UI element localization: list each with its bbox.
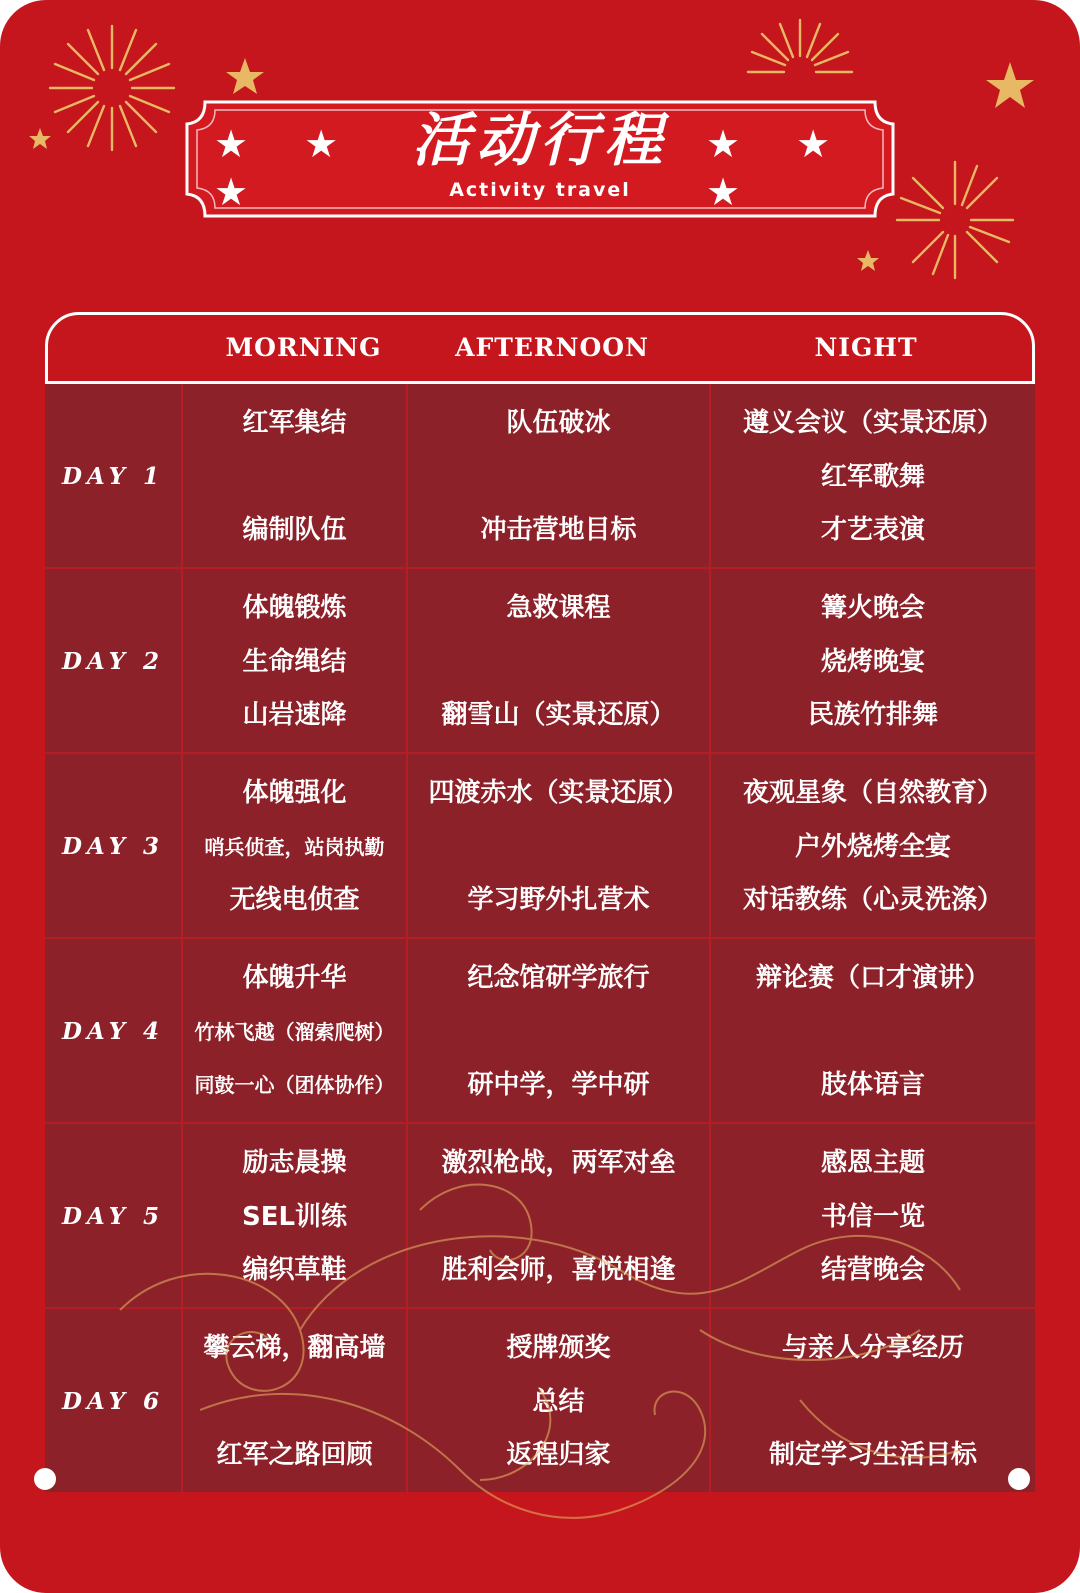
night-cell: [711, 939, 1035, 1122]
activity-text: 纪念馆研学旅行: [467, 963, 650, 993]
activity-text: 四渡赤水（实景还原）: [428, 778, 689, 808]
morning-cell: [183, 384, 408, 567]
activity-text: 户外烧烤全宴: [794, 831, 951, 862]
afternoon-cell: [408, 1309, 711, 1492]
activity-text: 感恩主题: [820, 1148, 925, 1178]
activity-text: 辩论赛（口才演讲）: [755, 963, 990, 993]
morning-cell: [183, 569, 408, 752]
activity-text: 篝火晚会: [820, 593, 925, 623]
activity-text: 授牌颁奖: [506, 1333, 611, 1363]
activity-text: 攀云梯，翻高墙: [203, 1333, 386, 1363]
activity-text: 学习野外扎营术: [467, 885, 650, 915]
table-row: [45, 1309, 1035, 1492]
table-row: [45, 1124, 1035, 1309]
activity-text: 烧烤晚宴: [820, 646, 925, 677]
activity-text: 竹林飞越（溜索爬树）: [194, 1019, 395, 1044]
day-label: DAY 1: [45, 384, 183, 567]
banner-stars-right: ★ ★ ★: [706, 122, 853, 214]
morning-cell: [183, 939, 408, 1122]
morning-cell: [183, 1124, 408, 1307]
table-row: [45, 754, 1035, 939]
column-header-morning: MORNING: [225, 333, 382, 362]
activity-text: 冲击营地目标: [480, 515, 637, 545]
activity-text: 才艺表演: [820, 515, 925, 545]
day-label: DAY 4: [45, 939, 183, 1122]
night-cell: [711, 1309, 1035, 1492]
corner-dot-right: [1008, 1468, 1030, 1490]
activity-text: 结营晚会: [820, 1255, 925, 1285]
activity-text: 激烈枪战，两军对垒: [441, 1148, 676, 1178]
activity-text: 编制队伍: [242, 515, 347, 545]
day-label: DAY 5: [45, 1124, 183, 1307]
activity-text: 夜观星象（自然教育）: [742, 778, 1003, 808]
day-label: DAY 2: [45, 569, 183, 752]
day-label: DAY 6: [45, 1309, 183, 1492]
activity-text: 编织草鞋: [242, 1255, 347, 1285]
morning-cell: [183, 1309, 408, 1492]
night-cell: [711, 754, 1035, 937]
activity-text: 与亲人分享经历: [781, 1333, 964, 1363]
activity-text: 生命绳结: [242, 646, 347, 677]
activity-text: 总结: [532, 1386, 585, 1417]
day-label: DAY 3: [45, 754, 183, 937]
night-cell: [711, 569, 1035, 752]
activity-text: 红军集结: [242, 408, 347, 438]
table-row: [45, 939, 1035, 1124]
table-row: [45, 384, 1035, 569]
activity-text: 无线电侦查: [229, 885, 360, 915]
activity-text: 山岩速降: [242, 700, 347, 730]
activity-text: 研中学，学中研: [467, 1070, 650, 1100]
corner-dot-left: [34, 1468, 56, 1490]
activity-text: 体魄升华: [242, 963, 347, 993]
activity-text: 体魄锻炼: [242, 593, 347, 623]
night-cell: [711, 1124, 1035, 1307]
activity-text: 民族竹排舞: [807, 700, 938, 730]
afternoon-cell: [408, 754, 711, 937]
page-subtitle: Activity travel: [449, 179, 631, 201]
table-body: [45, 384, 1035, 1492]
activity-text: 胜利会师，喜悦相逢: [441, 1255, 676, 1285]
afternoon-cell: [408, 569, 711, 752]
column-header-night: NIGHT: [814, 333, 918, 362]
activity-text: 同鼓一心（团体协作）: [194, 1073, 395, 1097]
column-header-afternoon: AFTERNOON: [455, 333, 649, 362]
activity-text: 书信一览: [820, 1201, 925, 1232]
activity-text: 红军歌舞: [820, 461, 925, 492]
activity-text: 返程归家: [506, 1440, 611, 1470]
activity-text: 励志晨操: [242, 1148, 347, 1178]
activity-text: 遵义会议（实景还原）: [742, 408, 1003, 438]
table-header: [45, 312, 1035, 384]
activity-text: 对话教练（心灵洗涤）: [742, 885, 1003, 915]
activity-text: 翻雪山（实景还原）: [441, 700, 676, 730]
banner-stars-left: ★ ★ ★: [214, 122, 361, 214]
afternoon-cell: [408, 384, 711, 567]
afternoon-cell: [408, 1124, 711, 1307]
morning-cell: [183, 754, 408, 937]
activity-text: 体魄强化: [242, 778, 347, 808]
activity-text: 肢体语言: [820, 1070, 925, 1100]
afternoon-cell: [408, 939, 711, 1122]
activity-text: 红军之路回顾: [216, 1440, 373, 1470]
activity-text: 队伍破冰: [506, 408, 611, 438]
activity-text: 哨兵侦查，站岗执勤: [204, 834, 385, 859]
activity-text: SEL训练: [241, 1201, 348, 1232]
table-row: [45, 569, 1035, 754]
night-cell: [711, 384, 1035, 567]
schedule-table: [45, 312, 1035, 1492]
activity-text: 急救课程: [506, 593, 611, 623]
activity-text: 制定学习生活目标: [768, 1440, 977, 1470]
page-title: 活动行程: [411, 106, 668, 174]
